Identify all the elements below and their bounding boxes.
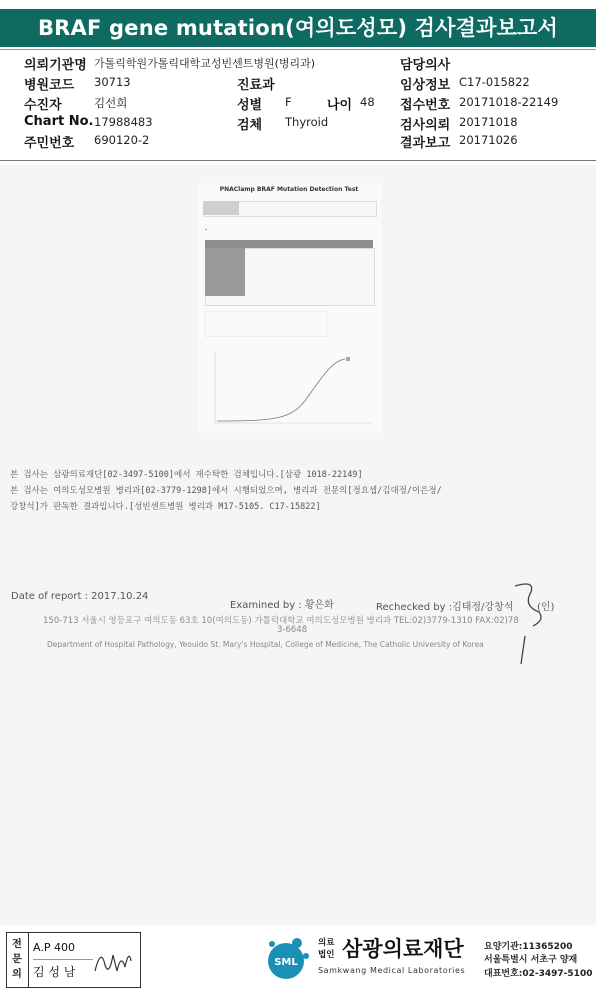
age-label: 나이	[327, 98, 353, 113]
statement-line-1: 본 검사는 삼광의료재단[02-3497-5100]에서 재수탁한 검체입니다.[삼광 1018-22149]	[10, 470, 363, 480]
age-value: 48	[360, 95, 375, 109]
embedded-results-header	[205, 240, 373, 248]
patient-label: 수진자	[24, 98, 62, 113]
result-report-label: 결과보고	[400, 136, 451, 151]
chart-no-label: Chart No.	[24, 114, 94, 129]
clinical-info-label: 임상정보	[400, 78, 451, 93]
specialist-stamp-box	[6, 932, 141, 988]
statement-line-2: 본 검사는 여의도성모병원 병리과[02-3779-1298]에서 시행되었으며, 병리과 전문의[정요셉/김대정/이은정/	[10, 486, 442, 496]
specialist-license: A.P 400	[33, 941, 75, 954]
embedded-results-rowheads	[205, 248, 245, 296]
specialist-signature	[91, 941, 135, 981]
requesting-institution-label: 의뢰기관명	[24, 58, 87, 73]
vertical-char-3: 의	[12, 969, 22, 980]
lab-address: 서울특별시 서초구 양재	[484, 955, 578, 965]
sex-label: 성별	[237, 98, 263, 113]
lab-prefix-top: 의료	[318, 938, 335, 948]
lab-name: 삼광의료재단	[342, 937, 464, 961]
resident-no-label: 주민번호	[24, 136, 75, 151]
lab-institution-code: 요양기관:11365200	[484, 942, 573, 952]
vertical-char-2: 문	[12, 954, 22, 965]
hospital-code-label: 병원코드	[24, 78, 75, 93]
sex-value: F	[285, 95, 292, 109]
test-request-label: 검사의뢰	[400, 118, 451, 133]
department-affiliation: Department of Hospital Pathology, Yeouido St. Mary's Hospital, College of Medicine, The Catholic University of Korea	[47, 640, 484, 649]
receipt-no-label: 접수번호	[400, 98, 451, 113]
rechecked-seal-mark: (인)	[537, 602, 555, 613]
lab-prefix-bottom: 법인	[318, 950, 335, 960]
lab-phone: 대표번호:02-3497-5100	[484, 969, 593, 979]
specialist-name: 김 성 남	[33, 965, 76, 979]
embedded-report-image	[197, 183, 381, 433]
lab-logo-icon	[262, 934, 312, 984]
doctor-label: 담당의사	[400, 58, 451, 73]
embedded-criteria-block	[205, 311, 327, 337]
embedded-report-title: PNAClamp BRAF Mutation Detection Test	[219, 186, 359, 193]
stamp-underline	[33, 959, 93, 960]
result-report-value: 20171026	[459, 133, 518, 147]
rechecked-by: Rechecked by :김태정/강창석	[376, 602, 514, 613]
specimen-label: 검체	[237, 118, 263, 133]
test-request-value: 20171018	[459, 115, 518, 129]
specimen-value: Thyroid	[285, 115, 329, 129]
lab-name-english: Samkwang Medical Laboratories	[318, 966, 466, 975]
patient-value: 김선희	[94, 96, 128, 110]
report-title: BRAF gene mutation(여의도성모) 검사결과보고서	[0, 9, 596, 47]
lab-logo-text: SML	[274, 957, 298, 968]
date-of-report: Date of report : 2017.10.24	[11, 591, 149, 602]
embedded-section-marker: •	[205, 227, 208, 232]
amplification-curve-graph	[197, 343, 381, 433]
embedded-info-header	[203, 201, 239, 215]
resident-no-value: 690120-2	[94, 133, 150, 147]
stamp-divider	[28, 933, 29, 987]
requesting-institution-value: 가톨릭학원가톨릭대학교성빈센트병원(병리과)	[94, 57, 316, 70]
receipt-no-value: 20171018-22149	[459, 95, 559, 109]
header-bottom-divider	[0, 160, 596, 161]
department-label: 진료과	[237, 78, 275, 93]
header-top-divider	[0, 49, 596, 50]
examined-by: Examined by : 황은화	[230, 600, 334, 611]
clinical-info-value: C17-015822	[459, 75, 530, 89]
hospital-code-value: 30713	[94, 75, 131, 89]
specialist-vertical-label	[9, 937, 25, 982]
statement-line-3: 강창석]가 판독한 결과입니다.[성빈센트병원 병리과 M17-5105. C17-15822]	[10, 502, 321, 512]
hospital-address-line-2: 3-6648	[277, 625, 308, 635]
vertical-char-1: 전	[12, 939, 22, 950]
chart-no-value: 17988483	[94, 115, 153, 129]
hospital-address-line-1: 150-713 서울시 영등포구 여의도동 63호 10(여의도동) 가톨릭대학교 여의도성모병원 병리과 TEL:02)3779-1310 FAX:02)78	[43, 616, 519, 626]
